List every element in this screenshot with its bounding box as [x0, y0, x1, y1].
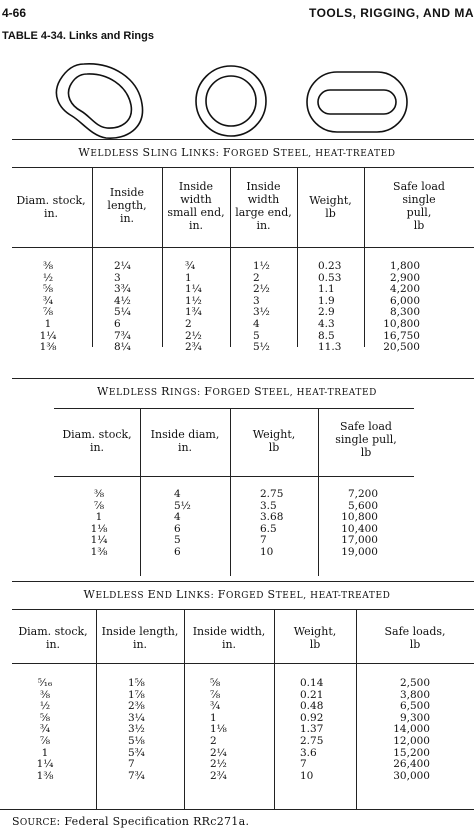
pear-link-icon — [56, 64, 142, 138]
table-cell: 10 — [260, 546, 274, 558]
table-cell: 12,000 — [393, 735, 430, 747]
table-cell: 17,000 — [341, 534, 378, 547]
ring-icon — [196, 66, 266, 136]
col-ring-weight: Weight, lb — [252, 428, 296, 454]
table-cell: 7 — [128, 758, 135, 771]
table-cell: 1⅜ — [90, 546, 108, 558]
table-cell: 8,300 — [389, 306, 420, 319]
table-cell: 1.37 — [300, 723, 324, 736]
table-cell: 6.5 — [260, 522, 277, 535]
col-end-safe-loads: Safe loads, lb — [384, 625, 446, 651]
table-cell: ⅝ — [39, 711, 51, 724]
table-cell: 6,500 — [399, 700, 430, 713]
table-cell: 1⅜ — [39, 341, 57, 354]
table-cell: ¾ — [39, 723, 51, 736]
table-cell: 3¾ — [114, 283, 131, 296]
table-cell: 3½ — [128, 723, 145, 736]
table-cell: 9,300 — [399, 711, 430, 724]
table-title: TABLE 4-34. Links and Rings — [2, 30, 154, 42]
table-cell: 8¼ — [114, 341, 131, 354]
table-cell: 1⅛ — [90, 522, 108, 535]
table-cell: 1¼ — [185, 283, 202, 296]
table-cell: 4 — [174, 511, 181, 524]
table-cell: 4,200 — [389, 283, 420, 296]
table-cell: 3 — [253, 294, 260, 307]
table-cell: 2¾ — [185, 341, 202, 354]
table-cell: 7¾ — [114, 329, 131, 342]
source-note: SOURCE: Federal Specification RRc271a. — [12, 815, 250, 828]
table-cell: 2⅜ — [128, 700, 145, 713]
table-cell: 3¼ — [128, 711, 145, 724]
col-end-diam-stock: Diam. stock, in. — [18, 625, 88, 651]
table-cell: 3.68 — [260, 511, 284, 524]
table-cell: 0.92 — [300, 711, 324, 724]
table-cell: ⅜ — [39, 688, 51, 701]
table-cell: 10,400 — [341, 522, 378, 535]
table-cell: 1¼ — [36, 758, 54, 771]
table-cell: 2½ — [185, 329, 202, 342]
table-cell: 2,500 — [399, 677, 430, 689]
table-cell: ¾ — [42, 294, 54, 307]
end-link-icon — [307, 72, 407, 132]
table-cell: 6 — [174, 546, 181, 558]
rings-title: WELDLESS RINGS: FORGED STEEL, HEAT-TREATED — [97, 385, 377, 398]
table-cell: 1.9 — [318, 294, 335, 307]
col-diam-stock: Diam. stock, in. — [16, 194, 86, 220]
table-cell: ⅞ — [42, 306, 54, 319]
table-cell: 2,900 — [389, 271, 420, 284]
col-ring-diam-stock: Diam. stock, in. — [62, 428, 132, 454]
col-end-inside-width: Inside width, in. — [192, 625, 266, 651]
table-cell: 6 — [114, 318, 121, 330]
col-safe-load: Safe load single pull, lb — [393, 180, 445, 232]
table-cell: 1 — [44, 318, 52, 330]
table-cell: 5½ — [253, 341, 270, 354]
table-cell: 3,800 — [399, 688, 430, 701]
table-cell: 5¾ — [128, 746, 145, 759]
running-title: TOOLS, RIGGING, AND MA — [308, 6, 474, 20]
table-cell: ¾ — [185, 260, 196, 272]
col-width-small-end: Inside width small end, in. — [167, 180, 225, 232]
links-rings-illustration — [0, 58, 474, 143]
table-cell: 0.23 — [318, 260, 342, 272]
table-cell: ⅜ — [93, 488, 105, 500]
table-cell: 15,200 — [393, 746, 430, 759]
table-cell: ⅞ — [93, 499, 105, 512]
table-cell: 2¾ — [210, 769, 227, 782]
table-cell: 30,000 — [393, 769, 430, 782]
table-cell: 2¼ — [210, 746, 227, 759]
table-cell: ⅜ — [42, 260, 54, 272]
table-cell: 2¼ — [114, 260, 131, 272]
table-cell: 1,800 — [389, 260, 420, 272]
col-width-large-end: Inside width large end, in. — [235, 180, 292, 232]
table-cell: 26,400 — [393, 758, 430, 771]
table-cell: 2 — [210, 735, 217, 747]
table-cell: 3 — [114, 271, 121, 284]
sling-links-title: WELDLESS SLING LINKS: FORGED STEEL, HEAT-TREATED — [78, 146, 396, 159]
table-cell: 7 — [260, 534, 267, 547]
table-cell: 1 — [95, 511, 103, 524]
col-end-inside-length: Inside length, in. — [101, 625, 179, 651]
table-cell: 4.3 — [318, 318, 335, 330]
table-cell: 0.21 — [300, 688, 324, 701]
col-end-weight: Weight, lb — [293, 625, 337, 651]
table-cell: 5 — [174, 534, 181, 547]
end-links-title: WELDLESS END LINKS: FORGED STEEL, HEAT-TREATED — [83, 588, 391, 601]
table-cell: 2.75 — [260, 488, 284, 500]
table-cell: 6 — [174, 522, 181, 535]
table-cell: 2½ — [210, 758, 227, 771]
table-cell: 1½ — [185, 294, 202, 307]
table-cell: 1 — [210, 711, 217, 724]
table-cell: 1½ — [253, 260, 270, 272]
table-cell: 11.3 — [318, 341, 342, 354]
table-cell: 6,000 — [389, 294, 420, 307]
table-cell: 3.6 — [300, 746, 317, 759]
table-cell: 0.53 — [318, 271, 342, 284]
table-cell: 1⅜ — [36, 769, 54, 782]
table-cell: 20,500 — [383, 341, 420, 354]
table-cell: 2.9 — [318, 306, 335, 319]
table-cell: 1⅝ — [128, 677, 145, 689]
table-cell: ⅞ — [39, 735, 51, 747]
table-cell: 2½ — [253, 283, 270, 296]
table-cell: 5 — [253, 329, 260, 342]
table-cell: ⅝ — [210, 677, 221, 689]
table-cell: 4½ — [114, 294, 131, 307]
table-cell: ⅝ — [42, 283, 54, 296]
table-cell: 8.5 — [318, 329, 335, 342]
table-cell: 1⅞ — [128, 688, 145, 701]
table-cell: 5¼ — [114, 306, 131, 319]
table-cell: 2 — [185, 318, 192, 330]
table-cell: 1 — [41, 746, 49, 759]
table-cell: 7,200 — [347, 488, 378, 500]
table-cell: 1¼ — [90, 534, 108, 547]
table-cell: ⅞ — [210, 688, 221, 701]
table-cell: 1⅛ — [210, 723, 227, 736]
table-cell: 1.1 — [318, 283, 335, 296]
table-cell: 7¾ — [128, 769, 145, 782]
table-cell: 10,800 — [341, 511, 378, 524]
table-cell: 4 — [253, 318, 260, 330]
table-cell: 1¾ — [185, 306, 202, 319]
table-cell: 10,800 — [383, 318, 420, 330]
table-cell: 5,600 — [347, 499, 378, 512]
col-ring-inside-diam: Inside diam, in. — [150, 428, 220, 454]
table-cell: 0.14 — [300, 677, 324, 689]
table-cell: ½ — [42, 271, 54, 284]
table-cell: 3.5 — [260, 499, 277, 512]
table-cell: 7 — [300, 758, 307, 771]
table-cell: 4 — [174, 488, 181, 500]
table-cell: 0.48 — [300, 700, 324, 713]
table-cell: ⁵⁄₁₆ — [37, 677, 53, 689]
table-cell: 5½ — [174, 499, 191, 512]
table-cell: 1 — [185, 271, 192, 284]
table-cell: ¾ — [210, 700, 221, 713]
table-cell: 16,750 — [383, 329, 420, 342]
table-cell: ½ — [39, 700, 51, 713]
table-cell: 1¼ — [39, 329, 57, 342]
table-cell: 5⅛ — [128, 735, 145, 747]
table-cell: 14,000 — [393, 723, 430, 736]
table-cell: 10 — [300, 769, 314, 782]
col-ring-safe-load: Safe load single pull, lb — [335, 420, 397, 459]
col-weight: Weight, lb — [309, 194, 352, 220]
page-number: 4-66 — [2, 6, 27, 20]
col-inside-length: Inside length, in. — [107, 186, 147, 225]
table-cell: 19,000 — [341, 546, 378, 558]
table-cell: 3½ — [253, 306, 270, 319]
table-cell: 2.75 — [300, 735, 324, 747]
table-cell: 2 — [253, 271, 260, 284]
